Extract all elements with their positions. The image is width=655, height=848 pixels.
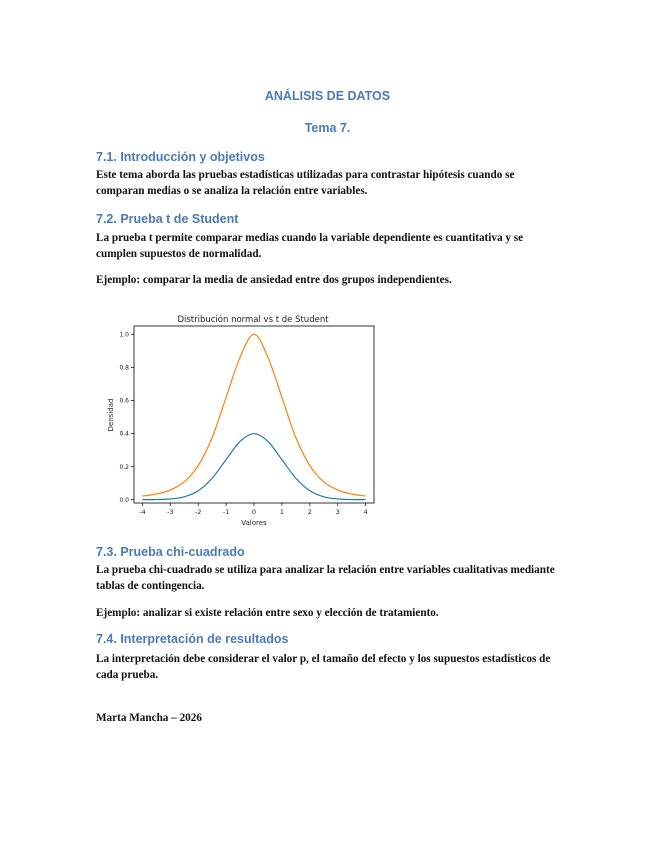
footer-author: Marta Mancha – 2026 [96, 712, 202, 724]
paragraph-interpretacion: La interpretación debe considerar el valor p, el tamaño del efecto y los supuestos estadísticos de cada prueba. [96, 653, 551, 681]
paragraph-prueba-t: La prueba t permite comparar medias cuando la variable dependiente es cuantitativa y se cumplen supuestos de normalidad. [96, 232, 524, 260]
section-heading-chi-cuadrado: 7.3. Prueba chi-cuadrado [96, 545, 245, 559]
y-tick-label: 1.0 [119, 331, 129, 339]
y-axis-ticks [119, 331, 134, 503]
series-line-normal [142, 434, 365, 500]
paragraph-ejemplo-t: Ejemplo: comparar la media de ansiedad entre dos grupos independientes. [96, 274, 452, 286]
paragraph-chi-cuadrado: La prueba chi-cuadrado se utiliza para analizar la relación entre variables cualitativas mediante tablas de contingencia. [96, 564, 555, 592]
section-heading-introduccion: 7.1. Introducción y objetivos [96, 150, 265, 164]
series-line-t-student [142, 334, 365, 496]
x-tick-label: -1 [222, 508, 230, 516]
section-heading-interpretacion: 7.4. Interpretación de resultados [96, 632, 289, 646]
x-tick-label: 0 [251, 508, 257, 516]
y-tick-label: 0.4 [119, 430, 129, 438]
x-tick-label: -4 [139, 508, 146, 516]
density-chart [103, 310, 378, 532]
document-title: ANÁLISIS DE DATOS [264, 89, 391, 103]
chart-title: Distribución normal vs t de Student [177, 315, 329, 325]
document-subtitle: Tema 7. [304, 121, 351, 135]
paragraph-introduccion: Este tema aborda las pruebas estadísticas utilizadas para contrastar hipótesis cuando se comparan medias o se analiza la relación entre variables. [96, 169, 515, 197]
x-tick-label: 3 [335, 508, 340, 516]
y-tick-label: 0.2 [119, 463, 129, 471]
x-tick-label: 2 [307, 508, 312, 516]
plot-frame [134, 326, 374, 503]
x-tick-label: 1 [279, 508, 284, 516]
x-tick-label: -3 [167, 508, 174, 516]
series-lines [142, 334, 365, 499]
x-axis-label: Valores [241, 519, 267, 527]
y-tick-label: 0.8 [119, 364, 129, 372]
x-tick-label: -2 [194, 508, 202, 516]
x-tick-label: 4 [363, 508, 368, 516]
y-axis-label: Densidad [107, 398, 115, 432]
y-tick-label: 0.0 [119, 496, 129, 504]
x-axis-ticks [139, 503, 368, 516]
y-tick-label: 0.6 [119, 397, 129, 405]
section-heading-prueba-t: 7.2. Prueba t de Student [96, 212, 239, 226]
paragraph-ejemplo-chi: Ejemplo: analizar si existe relación entre sexo y elección de tratamiento. [96, 607, 439, 619]
